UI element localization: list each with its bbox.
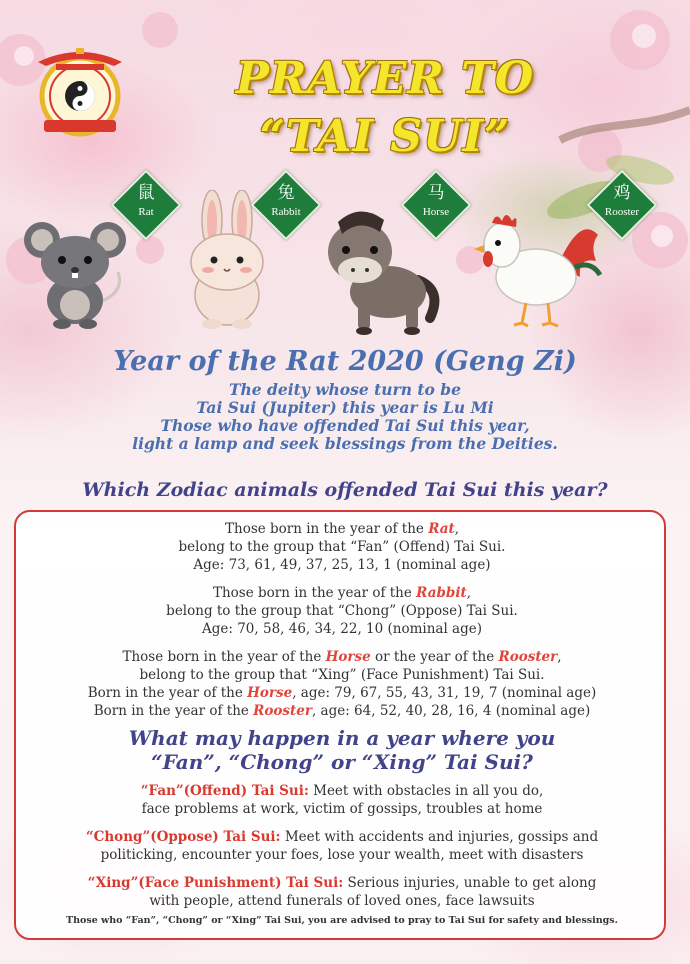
- which-zodiac-heading: Which Zodiac animals offended Tai Sui this year?: [82, 479, 608, 501]
- text-span: ,: [454, 521, 459, 537]
- deity-description: [100, 381, 590, 453]
- group-horse-rooster-line-1: [16, 648, 668, 666]
- deity-line-4: light a lamp and seek blessings from the Deities.: [132, 434, 558, 453]
- consequence-chong-label: “Chong”(Oppose) Tai Sui:: [85, 829, 281, 845]
- badge-rat-cn: 鼠: [137, 183, 155, 203]
- consequence-xing-line-2: with people, attend funerals of loved ones, face lawsuits: [149, 893, 535, 909]
- group-horse-rooster-line-2: belong to the group that “Xing” (Face Punishment) Tai Sui.: [139, 667, 545, 683]
- badge-rooster-en: Rooster: [604, 206, 640, 218]
- group-horse-rooster: [16, 648, 668, 720]
- deity-line-1: The deity whose turn to be: [228, 380, 461, 399]
- deity-line-2: Tai Sui (Jupiter) this year is Lu Mi: [196, 398, 494, 417]
- group-rat-line-2: belong to the group that “Fan” (Offend) Tai Sui.: [178, 539, 506, 555]
- text-span: Serious injuries, unable to get along: [343, 875, 597, 891]
- animal-name-rooster-2: Rooster: [253, 703, 312, 719]
- temple-logo-icon: [30, 40, 130, 140]
- text-span: ,: [466, 585, 471, 601]
- page-title: [200, 50, 570, 166]
- text-span: Those born in the year of the: [212, 585, 417, 601]
- badge-rabbit-cn: 兔: [277, 183, 295, 203]
- what-heading-line-2: “Fan”, “Chong” or “Xing” Tai Sui?: [151, 750, 533, 774]
- text-span: Those born in the year of the: [122, 649, 326, 665]
- rooster-illustration-icon: [470, 205, 605, 330]
- consequence-xing-label: “Xing”(Face Punishment) Tai Sui:: [87, 875, 344, 891]
- consequence-chong: [16, 828, 668, 864]
- text-span: Meet with accidents and injuries, gossips and: [280, 829, 599, 845]
- badge-rat-en: Rat: [138, 206, 154, 218]
- animal-name-horse-2: Horse: [247, 685, 293, 701]
- what-may-happen-heading: [16, 726, 668, 774]
- consequence-xing-line-1: [16, 874, 668, 892]
- consequence-xing: [16, 874, 668, 910]
- animal-name-rooster: Rooster: [498, 649, 558, 665]
- group-rooster-ages: [16, 702, 668, 720]
- group-rat: [16, 520, 668, 574]
- horse-illustration-icon: [318, 200, 443, 335]
- text-span: Those born in the year of the: [225, 521, 429, 537]
- badge-rooster-cn: 鸡: [613, 183, 631, 203]
- text-span: , age: 64, 52, 40, 28, 16, 4 (nominal age): [311, 703, 591, 719]
- text-span: Born in the year of the: [87, 685, 248, 701]
- rat-illustration-icon: [20, 212, 130, 332]
- group-rabbit-line-2: belong to the group that “Chong” (Oppose) Tai Sui.: [166, 603, 518, 619]
- badge-horse-en: Horse: [422, 206, 450, 218]
- consequence-fan-line-2: face problems at work, victim of gossips, troubles at home: [141, 801, 543, 817]
- text-span: , age: 79, 67, 55, 43, 31, 19, 7 (nominal age): [292, 685, 597, 701]
- title-line-2: “TAI SUI”: [259, 111, 511, 162]
- consequence-chong-line-1: [16, 828, 668, 846]
- badge-rabbit-en: Rabbit: [271, 206, 301, 218]
- group-rabbit: [16, 584, 668, 638]
- animal-name-horse: Horse: [325, 649, 371, 665]
- text-span: ,: [557, 649, 562, 665]
- info-box: [14, 510, 666, 940]
- what-heading-line-1: What may happen in a year where you: [128, 726, 556, 750]
- text-span: Born in the year of the: [93, 703, 254, 719]
- rabbit-illustration-icon: [180, 190, 275, 330]
- consequence-fan-line-1: [16, 782, 668, 800]
- group-rat-line-1: [16, 520, 668, 538]
- badge-horse-cn: 马: [427, 183, 445, 203]
- deity-line-3: Those who have offended Tai Sui this year,: [160, 416, 530, 435]
- text-span: Meet with obstacles in all you do,: [308, 783, 544, 799]
- title-line-1: PRAYER TO: [235, 53, 535, 104]
- group-rat-ages: Age: 73, 61, 49, 37, 25, 13, 1 (nominal age): [193, 557, 491, 573]
- consequence-chong-line-2: politicking, encounter your foes, lose your wealth, meet with disasters: [100, 847, 584, 863]
- footer-note: Those who “Fan”, “Chong” or “Xing” Tai Sui, you are advised to pray to Tai Sui for safety and blessings.: [66, 915, 618, 926]
- group-rabbit-ages: Age: 70, 58, 46, 34, 22, 10 (nominal age): [202, 621, 482, 637]
- consequence-fan: [16, 782, 668, 818]
- animal-name-rabbit: Rabbit: [416, 585, 467, 601]
- animal-name-rat: Rat: [428, 521, 455, 537]
- group-rabbit-line-1: [16, 584, 668, 602]
- text-span: or the year of the: [370, 649, 499, 665]
- consequence-fan-label: “Fan”(Offend) Tai Sui:: [140, 783, 309, 799]
- year-heading: Year of the Rat 2020 (Geng Zi): [113, 346, 577, 377]
- group-horse-ages: [16, 684, 668, 702]
